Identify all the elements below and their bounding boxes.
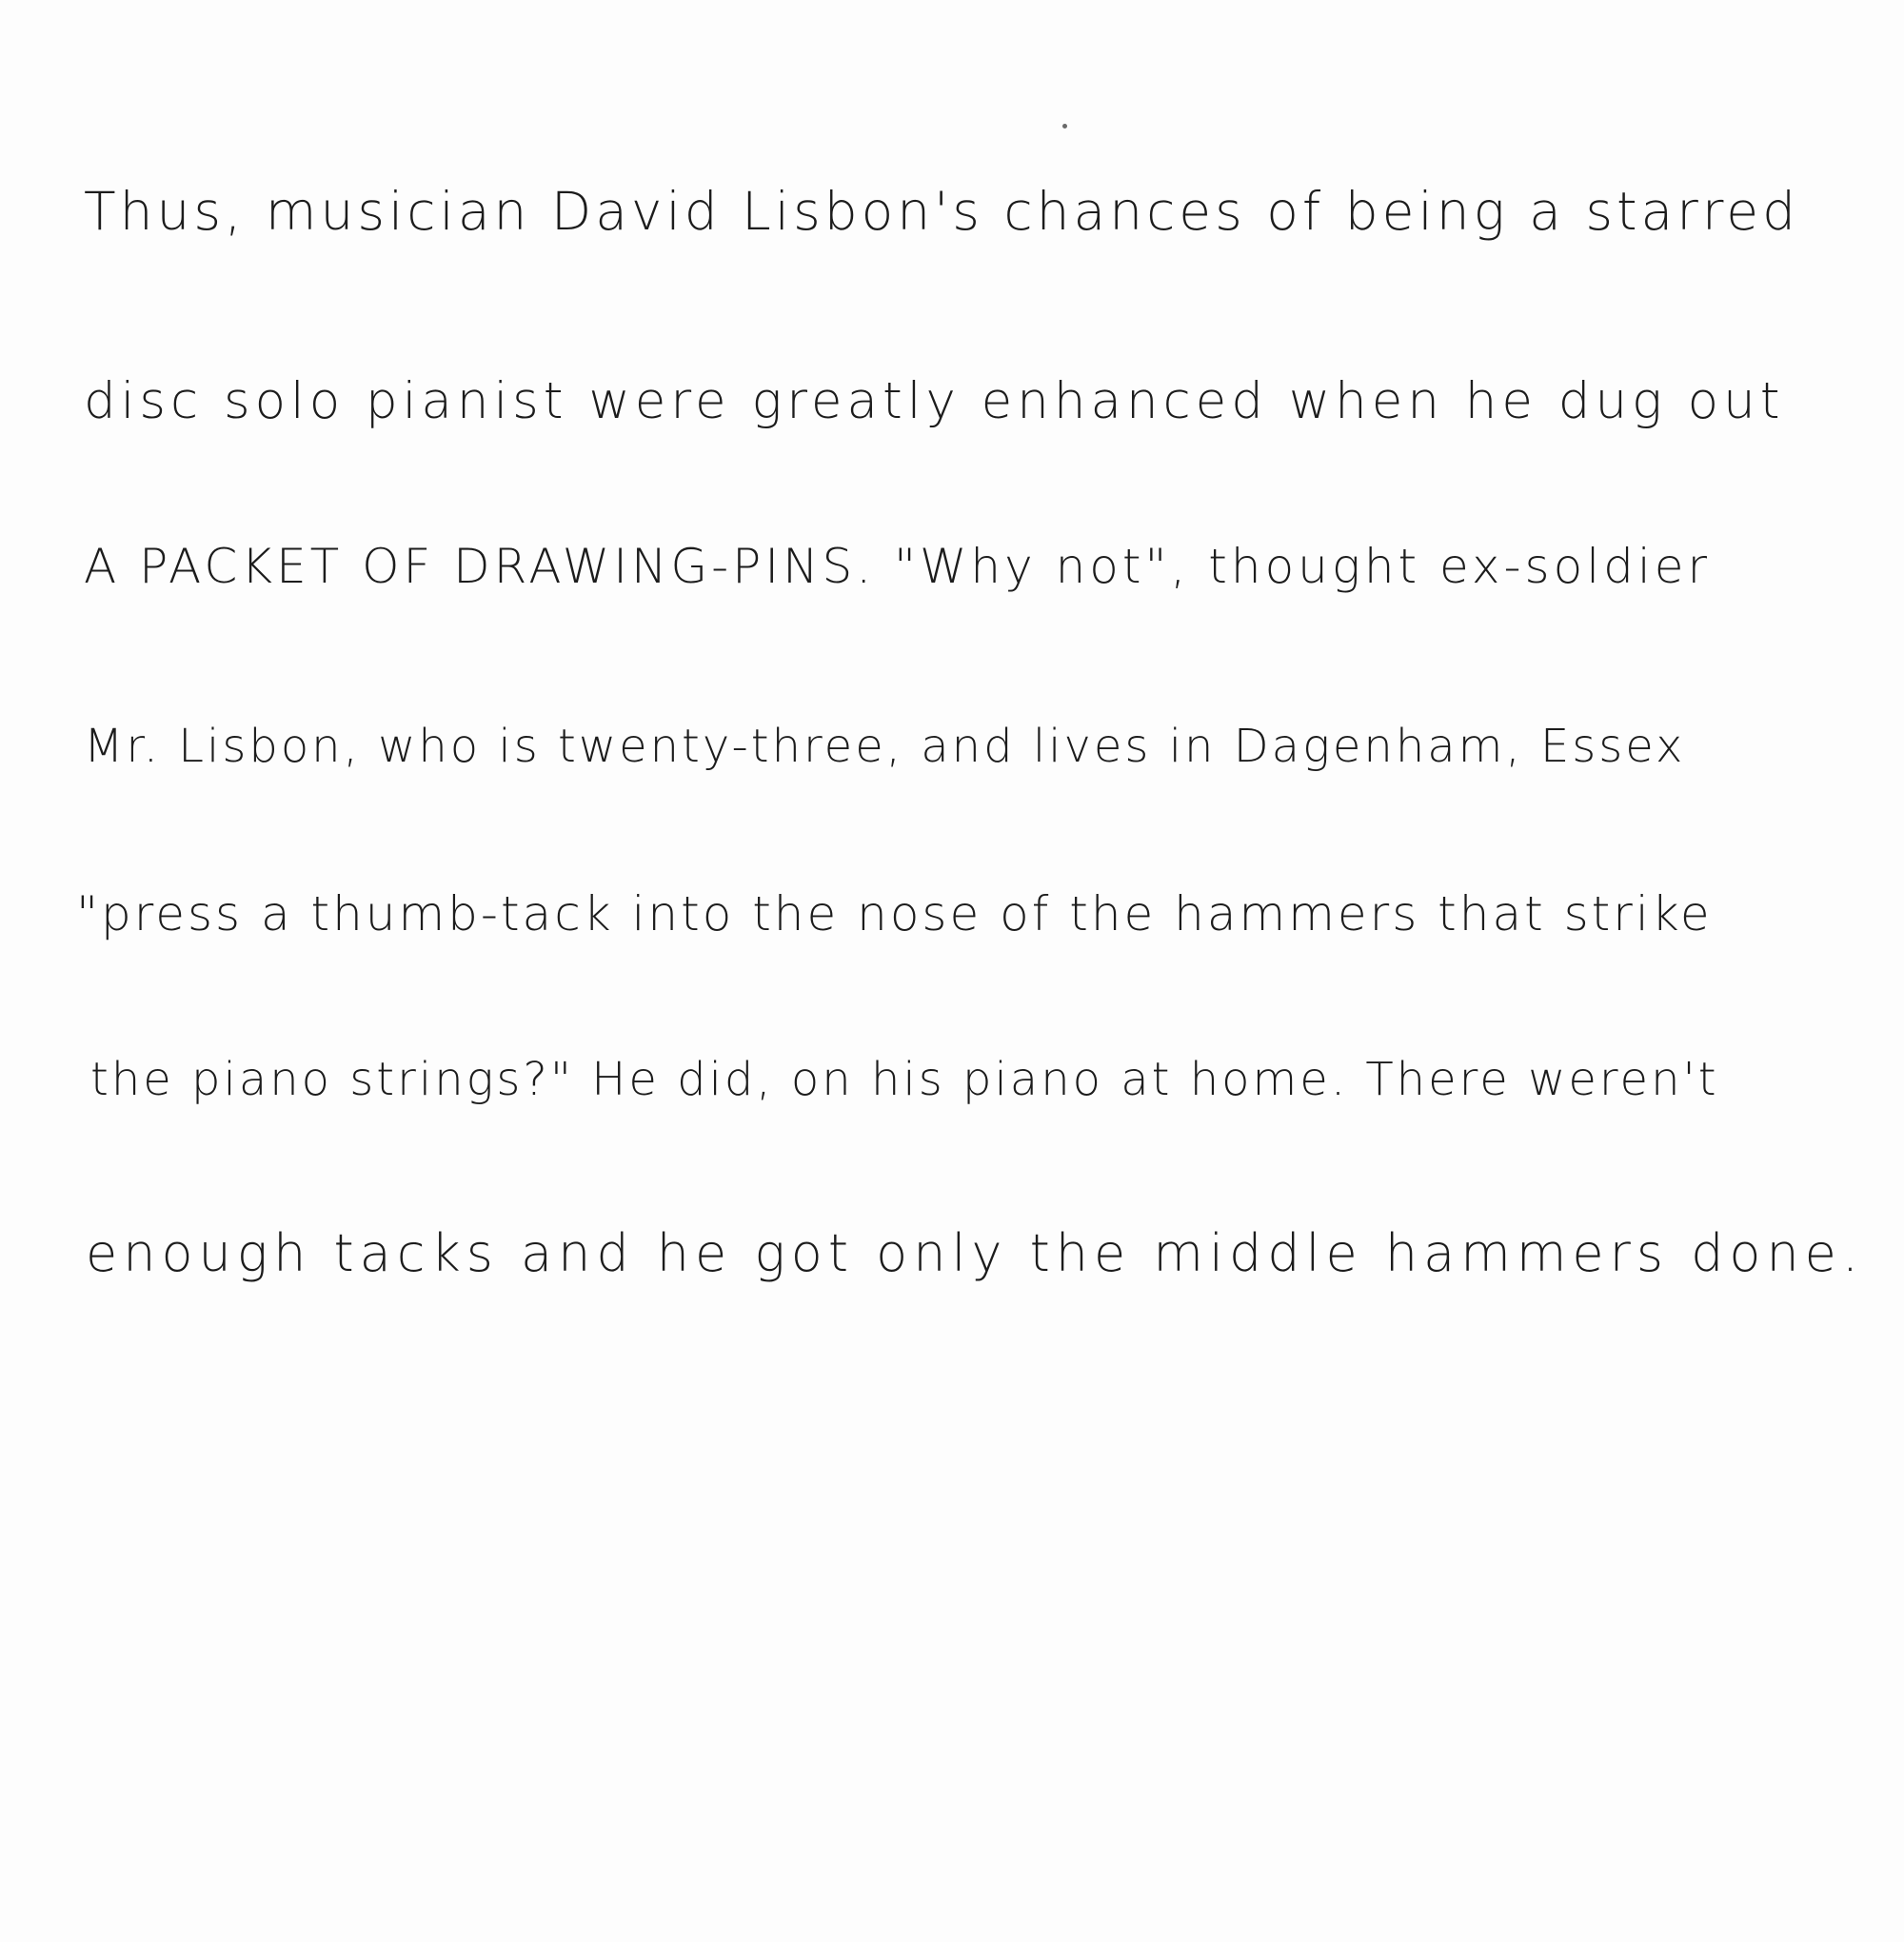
line-text: the piano strings?" He did, on his piano at home. There weren't [90, 1053, 1719, 1106]
line-text: Mr. Lisbon, who is twenty-three, and lives in Dagenham, Essex [84, 720, 1686, 773]
line-text: A PACKET OF DRAWING-PINS. "Why not", thought ex-soldier [84, 539, 1712, 594]
line-text: enough tacks and he got only the middle hammers done. [86, 1223, 1865, 1283]
line-text: "press a thumb-tack into the nose of the hammers that strike [76, 886, 1713, 941]
line-text: disc solo pianist were greatly enhanced when he dug out [84, 372, 1785, 430]
line-text: Thus, musician David Lisbon's chances of being a starred [84, 181, 1800, 242]
ink-speck [1062, 124, 1067, 129]
